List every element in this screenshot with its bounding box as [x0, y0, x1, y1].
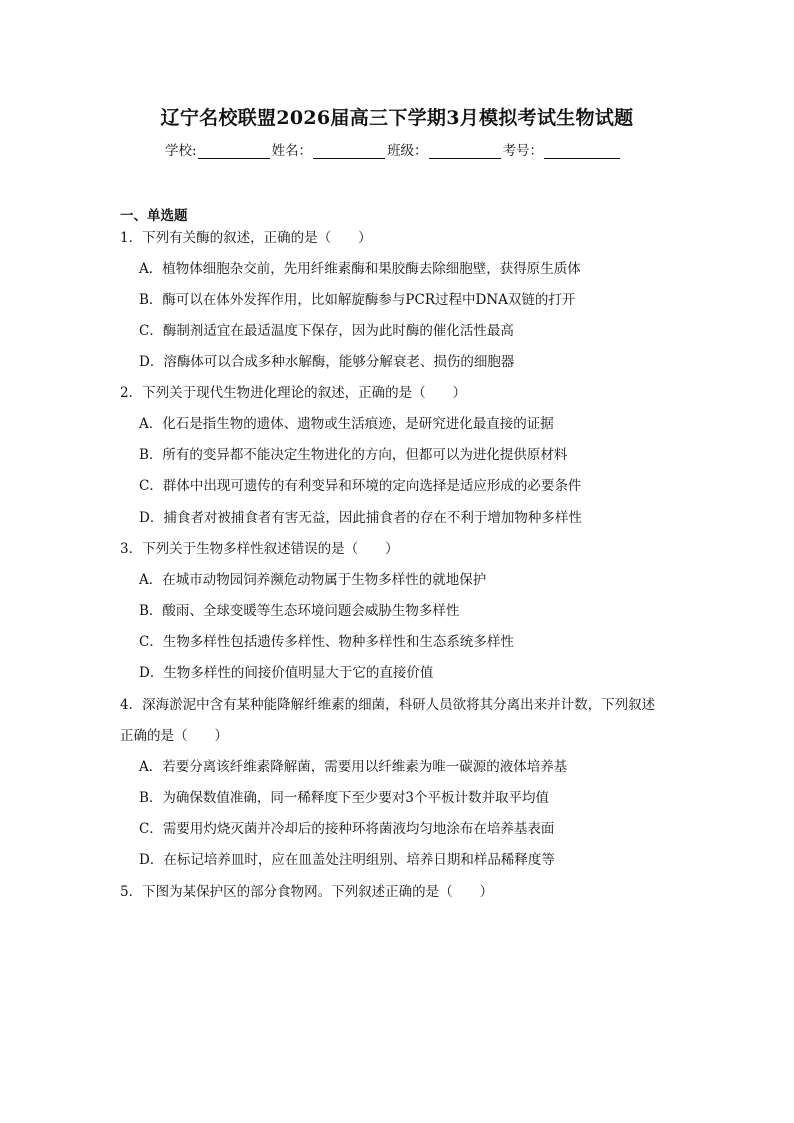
class-label: 班级：: [387, 143, 428, 159]
class-field[interactable]: [429, 144, 501, 159]
option-a: A．植物体细胞杂交前，先用纤维素酶和果胶酶去除细胞壁，获得原生质体: [139, 261, 581, 277]
option-a: A．在城市动物园饲养濒危动物属于生物多样性的就地保护: [139, 572, 487, 588]
question-stem-continued: 正确的是（ ）: [120, 728, 228, 744]
page-title: 辽宁名校联盟2026届高三下学期3月模拟考试生物试题: [160, 107, 634, 129]
option-a: A．若要分离该纤维素降解菌，需要用以纤维素为唯一碳源的液体培养基: [139, 759, 568, 775]
option-d: D．捕食者对被捕食者有害无益，因此捕食者的存在不利于增加物种多样性: [139, 510, 582, 526]
option-d: D．生物多样性的间接价值明显大于它的直接价值: [139, 665, 434, 681]
exam-no-label: 考号：: [502, 143, 544, 159]
school-field[interactable]: [198, 144, 270, 159]
question-stem: 4．深海淤泥中含有某种能降解纤维素的细菌，科研人员欲将其分离出来并计数，下列叙述: [120, 697, 656, 713]
option-d: D．在标记培养皿时，应在皿盖处注明组别、培养日期和样品稀释度等: [139, 852, 555, 868]
option-c: C．需要用灼烧灭菌并冷却后的接种环将菌液均匀地涂布在培养基表面: [139, 821, 555, 837]
question-stem: 2．下列关于现代生物进化理论的叙述，正确的是（ ）: [120, 385, 467, 401]
exam-no-field[interactable]: [544, 144, 620, 159]
section-title: 一、单选题: [120, 208, 188, 224]
question-stem: 5．下图为某保护区的部分食物网。下列叙述正确的是（ ）: [120, 884, 494, 900]
option-c: C．群体中出现可遗传的有利变异和环境的定向选择是适应形成的必要条件: [139, 478, 582, 494]
option-b: B．酸雨、全球变暖等生态环境问题会威胁生物多样性: [139, 603, 460, 619]
option-b: B．所有的变异都不能决定生物进化的方向，但都可以为进化提供原材料: [139, 447, 568, 463]
school-label: 学校:: [165, 143, 197, 159]
question-stem: 1．下列有关酶的叙述，正确的是（ ）: [120, 230, 372, 246]
student-info-line: [165, 139, 635, 159]
option-c: C．生物多样性包括遗传多样性、物种多样性和生态系统多样性: [139, 634, 514, 650]
option-b: B．为确保数值准确，同一稀释度下至少要对3个平板计数并取平均值: [139, 790, 550, 806]
name-label: 姓名：: [271, 143, 313, 159]
option-d: D．溶酶体可以合成多种水解酶，能够分解衰老、损伤的细胞器: [139, 354, 515, 370]
option-a: A．化石是指生物的遗体、遗物或生活痕迹，是研究进化最直接的证据: [139, 416, 554, 432]
name-field[interactable]: [313, 144, 385, 159]
question-stem: 3．下列关于生物多样性叙述错误的是（ ）: [120, 541, 399, 557]
option-b: B．酶可以在体外发挥作用，比如解旋酶参与PCR过程中DNA双链的打开: [139, 292, 576, 308]
option-c: C．酶制剂适宜在最适温度下保存，因为此时酶的催化活性最高: [139, 323, 514, 339]
